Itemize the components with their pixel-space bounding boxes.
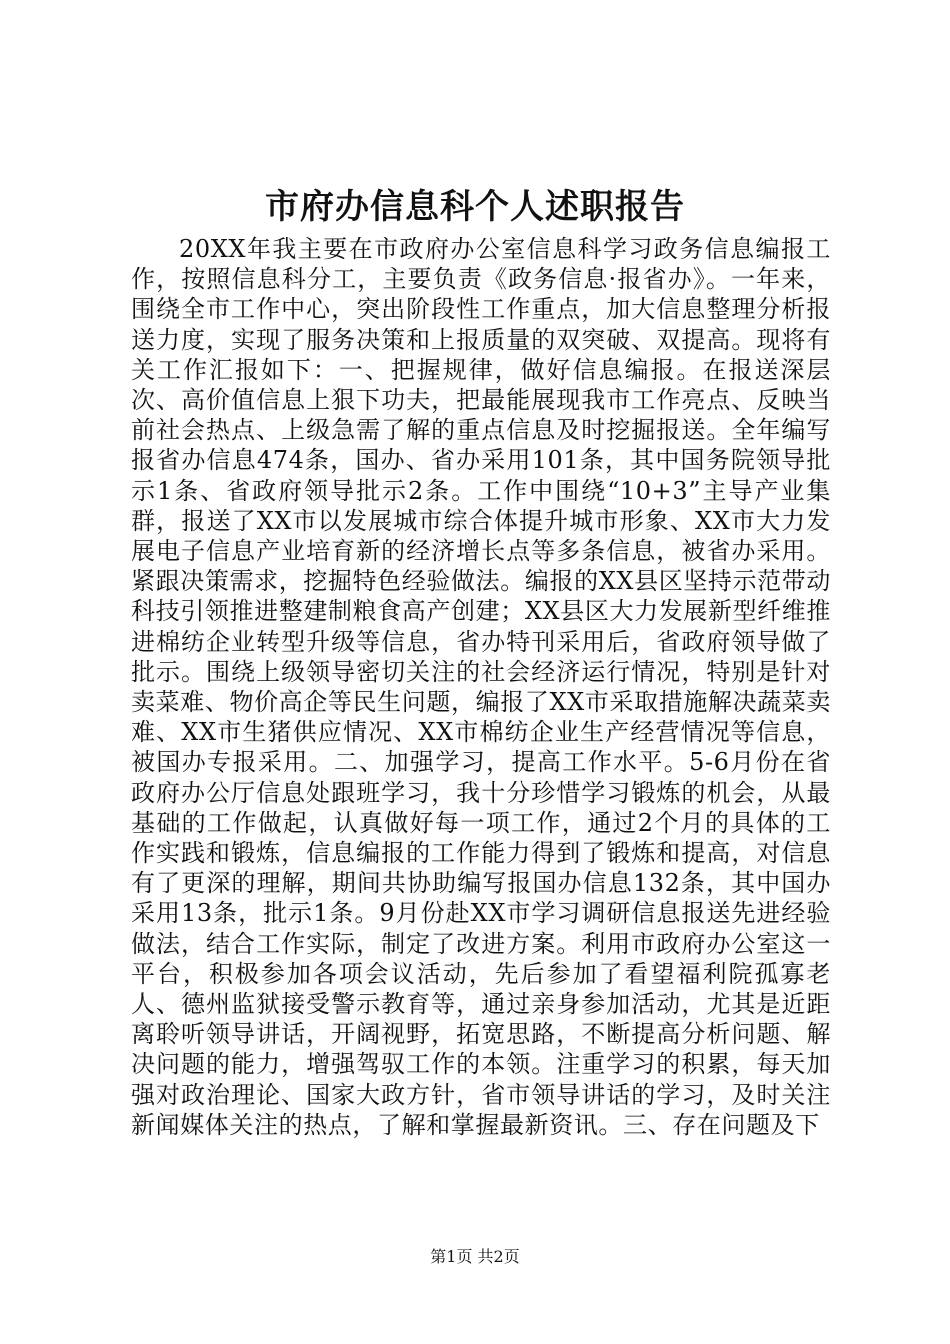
document-title: 市府办信息科个人述职报告 [265,187,685,227]
document-body-paragraph: 20XX年我主要在市政府办公室信息科学习政务信息编报工作，按照信息科分工，主要负责《政务信息·报省办》。一年来，围绕全市工作中心，突出阶段性工作重点，加大信息整理分析报送力度，实现了服务决策和上报质量的双突破、双提高。现将有关工作汇报如下：一、把握规律，做好信息编报。在报送深层次、高价值信息上狠下功夫，把最能展现我市工作亮点、反映当前社会热点、上级急需了解的重点信息及时挖掘报送。全年编写报省办信息474条，国办、省办采用101条，其中国务院领导批示1条、省政府领导批示2条。工作中围绕“10+3”主导产业集群，报送了XX市以发展城市综合体提升城市形象、XX市大力发展电子信息产业培育新的经济增长点等多条信息，被省办采用。紧跟决策需求，挖掘特色经验做法。编报的XX县区坚持示范带动科技引领推进整建制粮食高产创建；XX县区大力发展新型纤维推进棉纺企业转型升级等信息，省办特刊采用后，省政府领导做了批示。围绕上级领导密切关注的社会经济运行情况，特别是针对卖菜难、物价高企等民生问题，编报了XX市采取措施解决蔬菜卖难、XX市生猪供应情况、XX市棉纺企业生产经营情况等信息，被国办专报采用。二、加强学习，提高工作水平。5-6月份在省政府办公厅信息处跟班学习，我十分珍惜学习锻炼的机会，从最基础的工作做起，认真做好每一项工作，通过2个月的具体的工作实践和锻炼，信息编报的工作能力得到了锻炼和提高，对信息有了更深的理解，期间共协助编写报国办信息132条，其中国办采用13条，批示1条。9月份赴XX市学习调研信息报送先进经验做法，结合工作实际，制定了改进方案。利用市政府办公室这一平台，积极参加各项会议活动，先后参加了看望福利院孤寡老人、德州监狱接受警示教育等，通过亲身参加活动，尤其是近距离聆听领导讲话，开阔视野，拓宽思路，不断提高分析问题、解决问题的能力，增强驾驭工作的本领。注重学习的积累，每天加强对政治理论、国家大政方针，省市领导讲话的学习，及时关注新闻媒体关注的热点，了解和掌握最新资讯。三、存在问题及下 [131,235,831,1139]
page-number-footer: 第1页 共2页 [430,1247,520,1266]
